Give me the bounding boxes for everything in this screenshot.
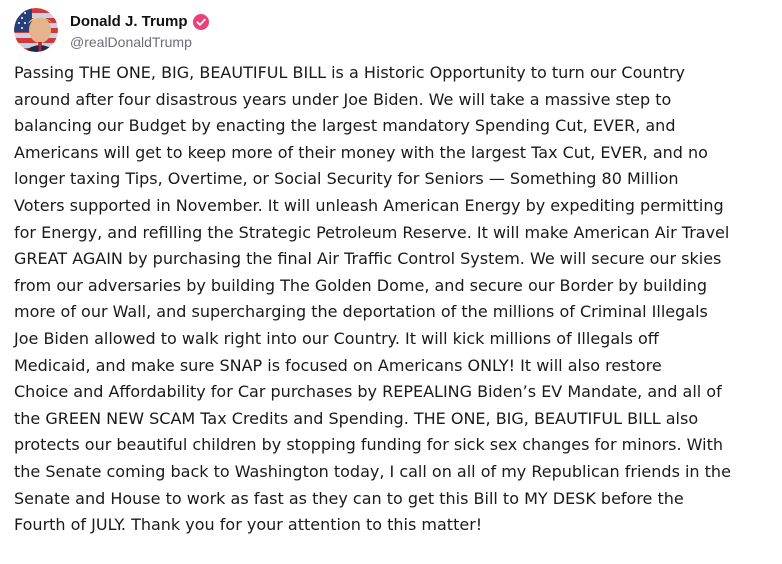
post-text-line: longer taxing Tips, Overtime, or Social Security for Seniors — Something 80 Million: [14, 169, 679, 189]
post-text-line: Passing THE ONE, BIG, BEAUTIFUL BILL is a Historic Opportunity to turn our Country: [14, 63, 685, 82]
verified-badge-icon: [193, 14, 209, 30]
author-display-name[interactable]: Donald J. Trump: [70, 13, 188, 30]
post-text-line: Medicaid, and make sure SNAP is focused on Americans ONLY! It will also restore: [14, 355, 662, 375]
post-text-line: Voters supported in November. It will unleash American Energy by expediting permitting: [14, 195, 724, 215]
post-header: [14, 6, 209, 54]
post-text-line: Fourth of JULY. Thank you for your attention to this matter!: [14, 515, 483, 535]
post-text-line: Joe Biden allowed to walk right into our Country. It will kick millions of Illegals off: [14, 328, 659, 348]
avatar[interactable]: [14, 8, 58, 52]
post-text-line: protects our beautiful children by stopping funding for sick sex changes for minors. With: [14, 435, 724, 455]
post-text-line: balancing our Budget by enacting the largest mandatory Spending Cut, EVER, and: [14, 116, 676, 136]
post-text-line: GREAT AGAIN by purchasing the final Air Traffic Control System. We will secure our skies: [14, 249, 722, 269]
author-info: [70, 11, 209, 50]
post-text-line: the GREEN NEW SCAM Tax Credits and Spending. THE ONE, BIG, BEAUTIFUL BILL also: [14, 408, 699, 428]
post-text-line: around after four disastrous years under Joe Biden. We will take a massive step to: [14, 89, 672, 109]
post-text-line: for Energy, and refilling the Strategic Petroleum Reserve. It will make American Air Travel: [14, 222, 730, 242]
post-text-line: the Senate coming back to Washington today, I call on all of my Republican friends in the: [14, 461, 731, 481]
post-text-line: from our adversaries by building The Golden Dome, and secure our Border by building: [14, 275, 708, 295]
post-text-line: Americans will get to keep more of their money with the largest Tax Cut, EVER, and no: [14, 142, 708, 162]
post-body: [14, 60, 774, 539]
post-text-line: Choice and Affordability for Car purchases by REPEALING Biden’s EV Mandate, and all of: [14, 382, 722, 402]
name-row: [70, 11, 209, 33]
post-text-line: more of our Wall, and supercharging the deportation of the millions of Criminal Illegals: [14, 302, 708, 322]
author-handle[interactable]: @realDonaldTrump: [70, 33, 192, 50]
post-text-line: Senate and House to work as fast as they can to get this Bill to MY DESK before the: [14, 488, 684, 508]
